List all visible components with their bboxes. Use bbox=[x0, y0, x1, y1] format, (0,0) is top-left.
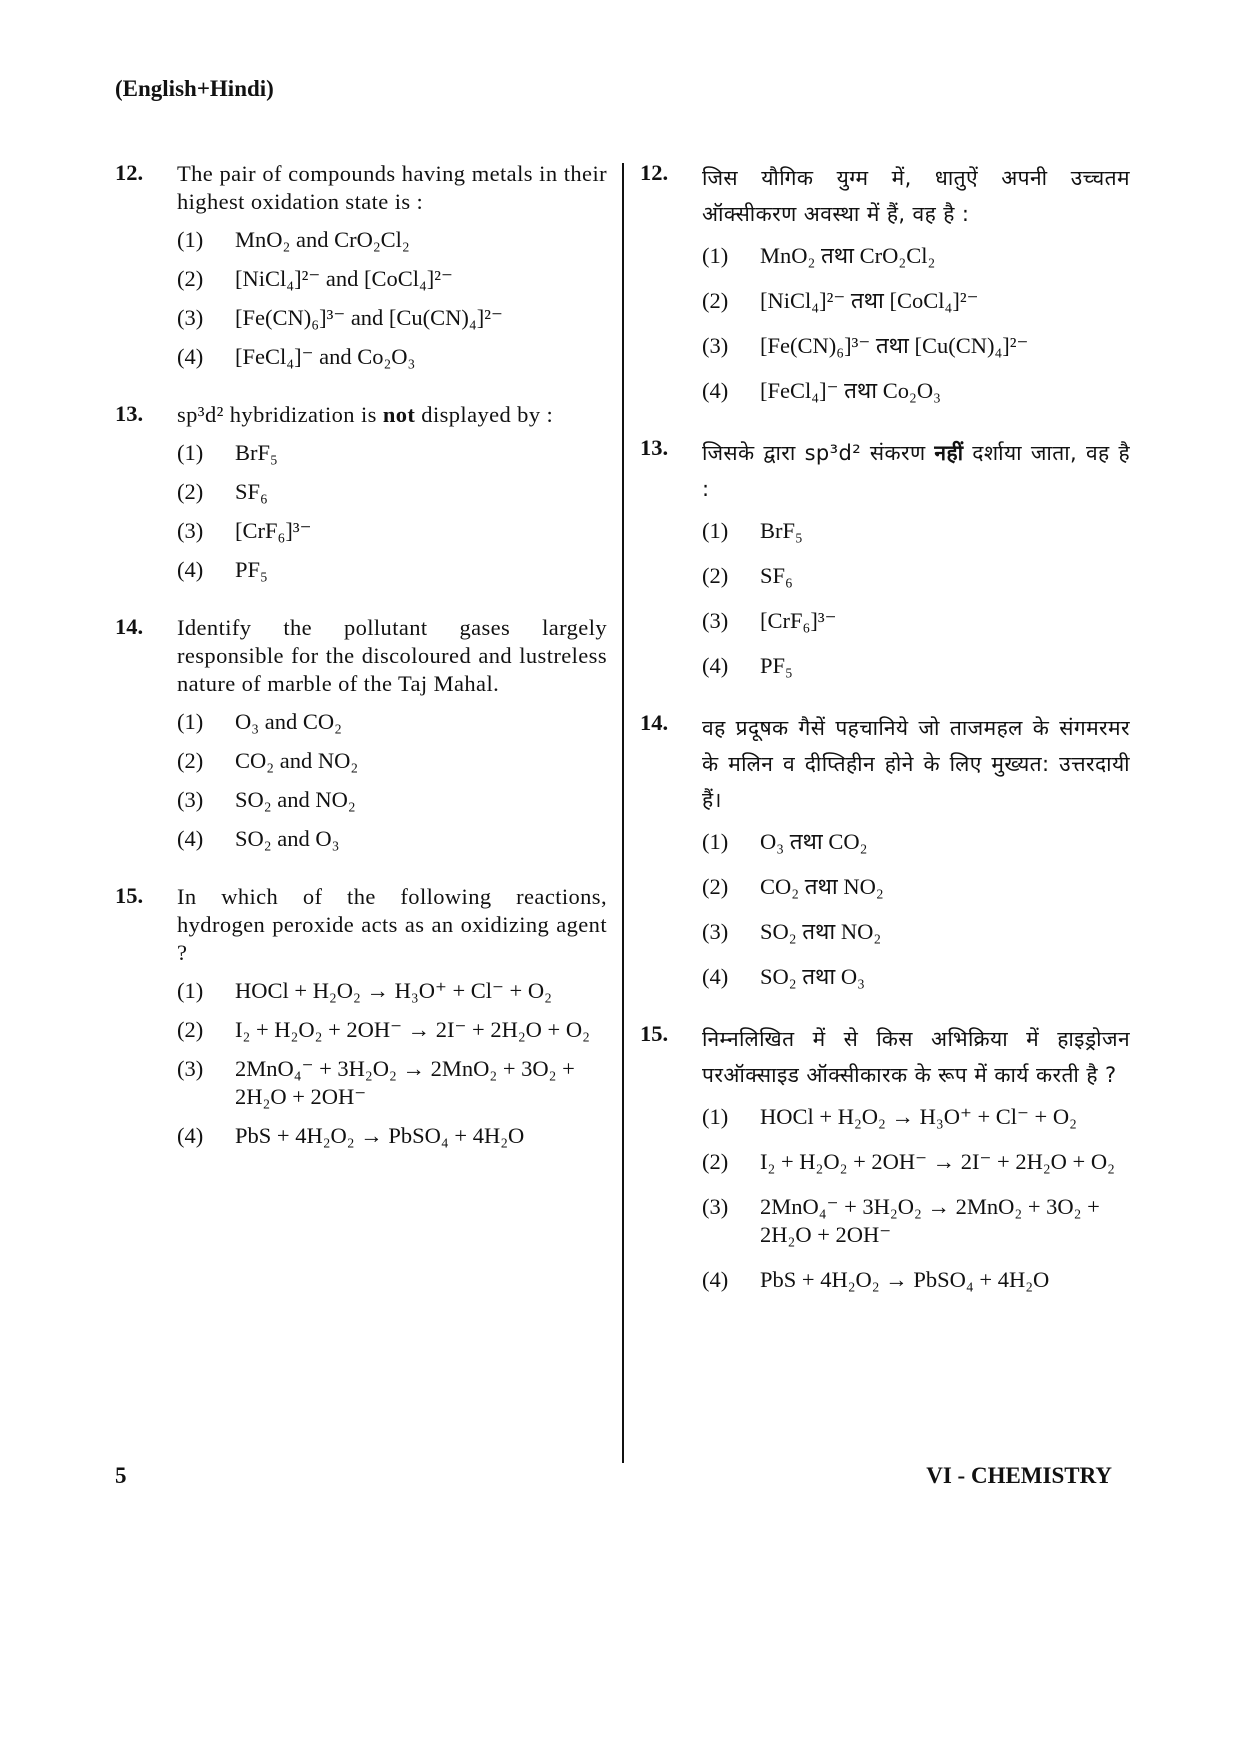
option bbox=[702, 242, 1130, 270]
question-number: 14. bbox=[115, 614, 144, 639]
option-text: SO₂ तथा O₃ bbox=[760, 964, 865, 989]
option-number: (2) bbox=[702, 1149, 729, 1174]
option-list bbox=[702, 1103, 1130, 1294]
option-number: (3) bbox=[177, 518, 204, 543]
option-number: (1) bbox=[177, 227, 204, 252]
question-text-emphasis: not bbox=[382, 402, 416, 427]
option-number: (1) bbox=[702, 243, 729, 268]
option bbox=[177, 708, 607, 736]
option-list bbox=[702, 828, 1130, 991]
hindi-column bbox=[640, 160, 1130, 1324]
question-text-part: displayed by : bbox=[415, 402, 554, 427]
option-text: [Fe(CN)₆]³⁻ तथा [Cu(CN)₄]²⁻ bbox=[760, 333, 1029, 358]
option-text: PbS + 4H₂O₂ → PbSO₄ + 4H₂O bbox=[235, 1123, 525, 1148]
option bbox=[702, 517, 1130, 545]
question-12-hi bbox=[640, 160, 1130, 405]
page-number: 5 bbox=[115, 1463, 127, 1488]
option bbox=[702, 918, 1130, 946]
option-text: PbS + 4H₂O₂ → PbSO₄ + 4H₂O bbox=[760, 1267, 1050, 1292]
option bbox=[177, 747, 607, 775]
option-number: (1) bbox=[177, 440, 204, 465]
option bbox=[702, 332, 1130, 360]
option-number: (4) bbox=[177, 557, 204, 582]
option bbox=[177, 1016, 607, 1044]
question-text-part: sp³d² hybridization is bbox=[177, 402, 383, 427]
option-number: (3) bbox=[702, 608, 729, 633]
option bbox=[702, 1103, 1130, 1131]
option-number: (4) bbox=[702, 964, 729, 989]
option-text: CO₂ and NO₂ bbox=[235, 748, 359, 773]
option-text: CO₂ तथा NO₂ bbox=[760, 874, 884, 899]
option-text: I₂ + H₂O₂ + 2OH⁻ → 2I⁻ + 2H₂O + O₂ bbox=[760, 1149, 1115, 1174]
option bbox=[177, 304, 607, 332]
option bbox=[177, 343, 607, 371]
option-text: [Fe(CN)₆]³⁻ and [Cu(CN)₄]²⁻ bbox=[235, 305, 503, 330]
option-text: SO₂ and NO₂ bbox=[235, 787, 356, 812]
option-list bbox=[177, 977, 607, 1150]
option bbox=[702, 607, 1130, 635]
option-text: O₃ तथा CO₂ bbox=[760, 829, 868, 854]
question-number: 12. bbox=[115, 160, 144, 185]
option-number: (4) bbox=[177, 826, 204, 851]
option-text: [NiCl₄]²⁻ तथा [CoCl₄]²⁻ bbox=[760, 288, 979, 313]
question-12-en bbox=[115, 160, 607, 371]
option-number: (3) bbox=[702, 919, 729, 944]
question-15-hi bbox=[640, 1021, 1130, 1294]
option bbox=[702, 377, 1130, 405]
option-text: PF₅ bbox=[760, 653, 793, 678]
option-list bbox=[177, 708, 607, 853]
question-number: 14. bbox=[640, 710, 669, 735]
option bbox=[702, 828, 1130, 856]
option-number: (3) bbox=[177, 787, 204, 812]
option bbox=[177, 226, 607, 254]
option-text: O₃ and CO₂ bbox=[235, 709, 342, 734]
question-number: 15. bbox=[115, 883, 144, 908]
option bbox=[177, 478, 607, 506]
option-number: (2) bbox=[177, 748, 204, 773]
option-number: (1) bbox=[177, 978, 204, 1003]
column-divider bbox=[622, 163, 624, 1463]
question-text-part: जिसके द्वारा sp³d² संकरण bbox=[702, 441, 935, 465]
option-list bbox=[177, 439, 607, 584]
option-text: 2MnO₄⁻ + 3H₂O₂ → 2MnO₂ + 3O₂ + 2H₂O + 2OH⁻ bbox=[235, 1056, 575, 1109]
question-number: 13. bbox=[115, 401, 144, 426]
question-text: Identify the pollutant gases largely responsible for the discoloured and lustreless nature of marble of the Taj Mahal. bbox=[177, 615, 607, 696]
english-column bbox=[115, 160, 607, 1180]
question-text-emphasis: नहीं bbox=[934, 441, 964, 465]
option bbox=[702, 287, 1130, 315]
question-number: 13. bbox=[640, 435, 669, 460]
option-text: [CrF₆]³⁻ bbox=[760, 608, 837, 633]
option-number: (1) bbox=[702, 518, 729, 543]
option bbox=[177, 1055, 607, 1111]
option-text: MnO₂ and CrO₂Cl₂ bbox=[235, 227, 410, 252]
option-list bbox=[702, 242, 1130, 405]
option-number: (3) bbox=[177, 305, 204, 330]
option-number: (2) bbox=[702, 563, 729, 588]
option bbox=[177, 517, 607, 545]
option-text: MnO₂ तथा CrO₂Cl₂ bbox=[760, 243, 936, 268]
question-14-en bbox=[115, 614, 607, 853]
option bbox=[702, 1266, 1130, 1294]
option-text: [CrF₆]³⁻ bbox=[235, 518, 312, 543]
option-number: (4) bbox=[702, 653, 729, 678]
option-number: (2) bbox=[702, 874, 729, 899]
option-text: I₂ + H₂O₂ + 2OH⁻ → 2I⁻ + 2H₂O + O₂ bbox=[235, 1017, 590, 1042]
option-text: HOCl + H₂O₂ → H₃O⁺ + Cl⁻ + O₂ bbox=[760, 1104, 1077, 1129]
option-list bbox=[702, 517, 1130, 680]
question-number: 12. bbox=[640, 160, 669, 185]
question-13-hi bbox=[640, 435, 1130, 680]
option-number: (1) bbox=[702, 829, 729, 854]
option-number: (3) bbox=[702, 1194, 729, 1219]
question-13-en bbox=[115, 401, 607, 584]
question-text: जिस यौगिक युग्म में, धातुऐं अपनी उच्चतम ऑक्सीकरण अवस्था में हैं, वह है : bbox=[702, 166, 1130, 226]
question-15-en bbox=[115, 883, 607, 1150]
question-text: The pair of compounds having metals in their highest oxidation state is : bbox=[177, 161, 607, 214]
option bbox=[177, 556, 607, 584]
option-text: SF₆ bbox=[235, 479, 268, 504]
option-text: 2MnO₄⁻ + 3H₂O₂ → 2MnO₂ + 3O₂ + 2H₂O + 2OH⁻ bbox=[760, 1194, 1100, 1247]
option bbox=[177, 265, 607, 293]
option bbox=[702, 1193, 1130, 1249]
option-text: HOCl + H₂O₂ → H₃O⁺ + Cl⁻ + O₂ bbox=[235, 978, 552, 1003]
option-number: (4) bbox=[177, 1123, 204, 1148]
option-number: (2) bbox=[702, 288, 729, 313]
question-text bbox=[177, 401, 607, 429]
question-text bbox=[702, 435, 1130, 507]
question-text: वह प्रदूषक गैसें पहचानिये जो ताजमहल के संगमरमर के मलिन व दीप्तिहीन होने के लिए मुख्यत: उत्तरदायी हैं। bbox=[702, 716, 1130, 812]
option-number: (1) bbox=[177, 709, 204, 734]
question-14-hi bbox=[640, 710, 1130, 991]
option bbox=[702, 1148, 1130, 1176]
option-list bbox=[177, 226, 607, 371]
option bbox=[177, 825, 607, 853]
option bbox=[177, 977, 607, 1005]
question-text-part: दर्शाया जाता, वह है : bbox=[702, 441, 1130, 501]
option-number: (3) bbox=[702, 333, 729, 358]
option bbox=[177, 786, 607, 814]
option-number: (4) bbox=[177, 344, 204, 369]
option-text: SF₆ bbox=[760, 563, 793, 588]
option-text: PF₅ bbox=[235, 557, 268, 582]
question-number: 15. bbox=[640, 1021, 669, 1046]
question-text: निम्नलिखित में से किस अभिक्रिया में हाइड्रोजन परऑक्साइड ऑक्सीकारक के रूप में कार्य करती है ? bbox=[702, 1027, 1130, 1087]
option-number: (3) bbox=[177, 1056, 204, 1081]
option bbox=[177, 439, 607, 467]
option bbox=[177, 1122, 607, 1150]
option-number: (4) bbox=[702, 1267, 729, 1292]
option-text: SO₂ and O₃ bbox=[235, 826, 340, 851]
option bbox=[702, 963, 1130, 991]
question-text: In which of the following reactions, hydrogen peroxide acts as an oxidizing agent ? bbox=[177, 884, 607, 965]
option-text: SO₂ तथा NO₂ bbox=[760, 919, 882, 944]
option-text: [NiCl₄]²⁻ and [CoCl₄]²⁻ bbox=[235, 266, 453, 291]
option bbox=[702, 873, 1130, 901]
option-text: [FeCl₄]⁻ तथा Co₂O₃ bbox=[760, 378, 941, 403]
language-tag: (English+Hindi) bbox=[115, 76, 274, 101]
option-number: (2) bbox=[177, 479, 204, 504]
option-text: BrF₅ bbox=[760, 518, 803, 543]
option-number: (1) bbox=[702, 1104, 729, 1129]
option-text: [FeCl₄]⁻ and Co₂O₃ bbox=[235, 344, 416, 369]
subject-label: VI - CHEMISTRY bbox=[926, 1463, 1112, 1488]
option-number: (2) bbox=[177, 266, 204, 291]
option-text: BrF₅ bbox=[235, 440, 278, 465]
option bbox=[702, 562, 1130, 590]
option-number: (4) bbox=[702, 378, 729, 403]
option bbox=[702, 652, 1130, 680]
option-number: (2) bbox=[177, 1017, 204, 1042]
